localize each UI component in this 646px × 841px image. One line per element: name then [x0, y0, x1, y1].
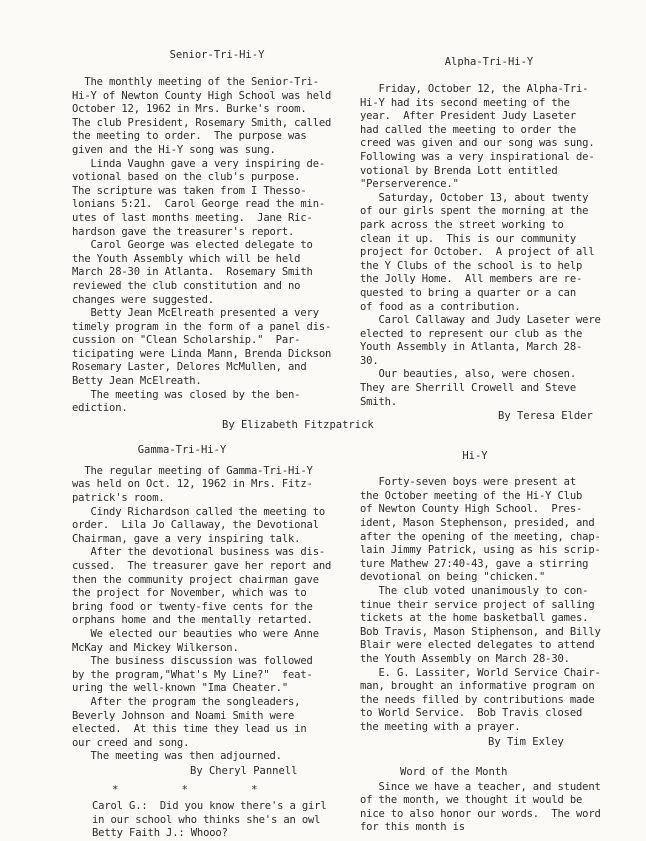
text-line: The meeting was then adjourned.	[72, 750, 282, 763]
text-line: lain Jimmy Patrick, using as his scrip-	[360, 544, 601, 557]
alpha-tri-hi-y-article	[360, 55, 618, 423]
text-line: park across the street working to	[360, 218, 564, 231]
text-line: Smith.	[360, 395, 398, 408]
right-column	[360, 55, 618, 835]
article-byline: By Cheryl Pannell	[190, 764, 298, 777]
text-line: ticipating were Linda Mann, Brenda Dickson	[72, 347, 332, 360]
text-line: of food as a contribution.	[360, 300, 521, 313]
text-line: Friday, October 12, the Alpha-Tri-	[360, 83, 589, 95]
text-line: our creed and song.	[72, 736, 190, 749]
text-line: the October meeting of the Hi-Y Club	[360, 489, 583, 502]
text-line: had called the meeting to order the	[360, 123, 577, 136]
text-line: cussed. The treasurer gave her report and	[72, 560, 332, 572]
text-line: ture Mathew 27:40-43, gave a stirring	[360, 557, 589, 570]
text-line: nice to also honor our words. The word	[360, 807, 601, 820]
text-line: bring food or twenty-five cents for the	[72, 600, 313, 613]
text-line: 30.	[360, 354, 379, 367]
text-line: creed was given and our song was sung.	[360, 137, 595, 150]
text-line: timely program in the form of a panel dis-	[72, 320, 332, 333]
text-line: given and the Hi-Y song was sung.	[72, 143, 276, 156]
text-line: Betty Jean McElreath.	[72, 375, 202, 388]
text-line: The club voted unanimously to con-	[360, 585, 589, 597]
text-line: ediction.	[72, 402, 128, 415]
text-line: lonians 5:21. Carol George read the min-	[72, 198, 326, 211]
text-line: quested to bring a quarter or a can	[360, 286, 577, 299]
text-line: After the devotional business was dis-	[72, 546, 326, 559]
text-line: The monthly meeting of the Senior-Tri-	[72, 76, 319, 88]
text-line: for this month is	[360, 821, 465, 834]
text-line: of our girls spent the morning at the	[360, 205, 589, 218]
text-line: McKay and Mickey Wilkerson.	[72, 641, 239, 654]
text-line: tinue their service project of salling	[360, 598, 595, 611]
text-line: The club President, Rosemary Smith, called	[72, 116, 332, 129]
text-line: October 12, 1962 in Mrs. Burke's room.	[72, 103, 307, 116]
text-line: hardson gave the treasurer's report.	[72, 225, 295, 238]
text-line: the Jolly Home. All members are re-	[360, 273, 583, 286]
text-line: Bob Travis, Mason Stiphenson, and Billy	[360, 625, 601, 638]
article-body	[72, 76, 362, 416]
text-line: of the month, we thought it would be	[360, 794, 583, 807]
text-line: Our beauties, also, were chosen.	[360, 368, 577, 381]
text-line: the project for November, which was to	[72, 587, 307, 600]
article-byline: By Tim Exley	[488, 735, 564, 748]
text-line: after the opening of the meeting, chap-	[360, 530, 601, 543]
text-line: in our school who thinks she's an owl	[92, 813, 321, 826]
hi-y-article	[360, 449, 618, 748]
article-heading: Senior-Tri-Hi-Y	[169, 49, 265, 61]
text-line: Betty Jean McElreath presented a very	[72, 307, 319, 320]
text-line: Following was a very inspirational de-	[360, 150, 595, 163]
text-line: changes were suggested.	[72, 293, 214, 306]
text-line: They are Sherrill Crowell and Steve	[360, 382, 577, 395]
text-line: the Y Clubs of the school is to help	[360, 259, 583, 272]
text-line: to World Service. Bob Travis closed	[360, 707, 583, 720]
article-byline: By Teresa Elder	[498, 410, 593, 423]
text-line: Chairman, gave a very inspiring talk.	[72, 532, 301, 545]
article-heading: Word of the Month	[400, 765, 508, 778]
text-line: Hi-Y had its second meeting of the	[360, 96, 570, 109]
text-line: order. Lila Jo Callaway, the Devotional	[72, 519, 319, 532]
left-column	[72, 48, 374, 841]
article-body	[360, 476, 618, 734]
text-line: We elected our beauties who were Anne	[72, 627, 319, 640]
text-line: elected. At this time they lead us in	[72, 723, 307, 736]
text-line: reviewed the club constitution and no	[72, 279, 301, 292]
text-line: After the program the songleaders,	[72, 695, 301, 708]
text-line: cussion on "Clean Scholarship." Par-	[72, 334, 301, 347]
gamma-tri-hi-y-article	[72, 443, 362, 778]
article-byline: By Elizabeth Fitzpatrick	[222, 418, 374, 431]
text-line: Carol Callaway and Judy Laseter were	[360, 314, 601, 327]
word-of-the-month-article	[360, 765, 618, 835]
article-body	[360, 83, 618, 409]
text-line: by the program,"What's My Line?" feat-	[72, 668, 313, 681]
text-line: the Youth Assembly on March 28-30.	[360, 652, 570, 665]
text-line: orphans home and the mentally retarted.	[72, 614, 313, 627]
text-line: uring the well-known "Ima Cheater."	[72, 682, 289, 695]
text-line: Saturday, October 13, about twenty	[360, 191, 589, 204]
article-heading: Alpha-Tri-Hi-Y	[444, 56, 534, 68]
text-line: Rosemary Laster, Delores McMullen, and	[72, 361, 307, 374]
text-line: clean it up. This is our community	[360, 232, 577, 245]
text-line: patrick's room.	[72, 492, 165, 505]
text-line: the needs filled by contributions made	[360, 693, 595, 706]
text-line: year. After President Judy Laseter	[360, 110, 577, 123]
text-line: devotional on being "chicken."	[360, 571, 546, 584]
text-line: E. G. Lassiter, World Service Chair-	[360, 666, 601, 679]
text-line: the Youth Assembly which will be held	[72, 252, 301, 265]
senior-tri-hi-y-article	[72, 48, 374, 432]
text-line: project for October. A project of all	[360, 246, 595, 259]
text-line: Betty Faith J.: Whooo?	[92, 827, 228, 840]
text-line: The meeting was closed by the ben-	[72, 388, 301, 401]
text-line: man, brought an informative program on	[360, 680, 595, 693]
text-line: Cindy Richardson called the meeting to	[72, 505, 326, 518]
text-line: the meeting to order. The purpose was	[72, 130, 307, 143]
text-line: Forty-seven boys were present at	[360, 476, 577, 489]
text-line: of Newton County High School. Pres-	[360, 503, 583, 516]
text-line: was held on Oct. 12, 1962 in Mrs. Fitz-	[72, 478, 313, 491]
section-divider-stars: * * *	[112, 783, 258, 796]
text-line: Blair were elected delegates to attend	[360, 639, 595, 652]
text-line: "Perserverence."	[360, 178, 459, 191]
article-body	[72, 465, 362, 764]
text-line: then the community project chairman gave	[72, 573, 319, 586]
article-body	[360, 781, 618, 835]
text-line: Carol George was elected delegate to	[72, 239, 313, 252]
text-line: the meeting with a prayer.	[360, 720, 521, 733]
text-line: tickets at the home basketball games.	[360, 612, 589, 625]
text-line: ident, Mason Stephenson, presided, and	[360, 517, 595, 530]
text-line: March 28-30 in Atlanta. Rosemary Smith	[72, 266, 313, 279]
text-line: votional based on the club's purpose.	[72, 171, 301, 184]
text-line: Beverly Johnson and Noami Smith were	[72, 709, 295, 722]
text-line: Youth Assembly in Atlanta, March 28-	[360, 341, 583, 354]
text-line: Since we have a teacher, and student	[360, 780, 601, 793]
text-line: The scripture was taken from I Thesso-	[72, 184, 307, 197]
text-line: utes of last months meeting. Jane Ric-	[72, 211, 313, 224]
text-line: The business discussion was followed	[72, 655, 313, 668]
text-line: Carol G.: Did you know there's a girl	[92, 799, 327, 812]
text-line: The regular meeting of Gamma-Tri-Hi-Y	[72, 464, 313, 477]
article-heading: Hi-Y	[462, 450, 488, 463]
article-heading: Gamma-Tri-Hi-Y	[137, 443, 227, 456]
text-line: elected to represent our club as the	[360, 327, 583, 340]
text-line: Linda Vaughn gave a very inspiring de-	[72, 157, 326, 170]
text-line: votional by Brenda Lott entitled	[360, 164, 558, 177]
text-line: Hi-Y of Newton County High School was held	[72, 89, 332, 102]
